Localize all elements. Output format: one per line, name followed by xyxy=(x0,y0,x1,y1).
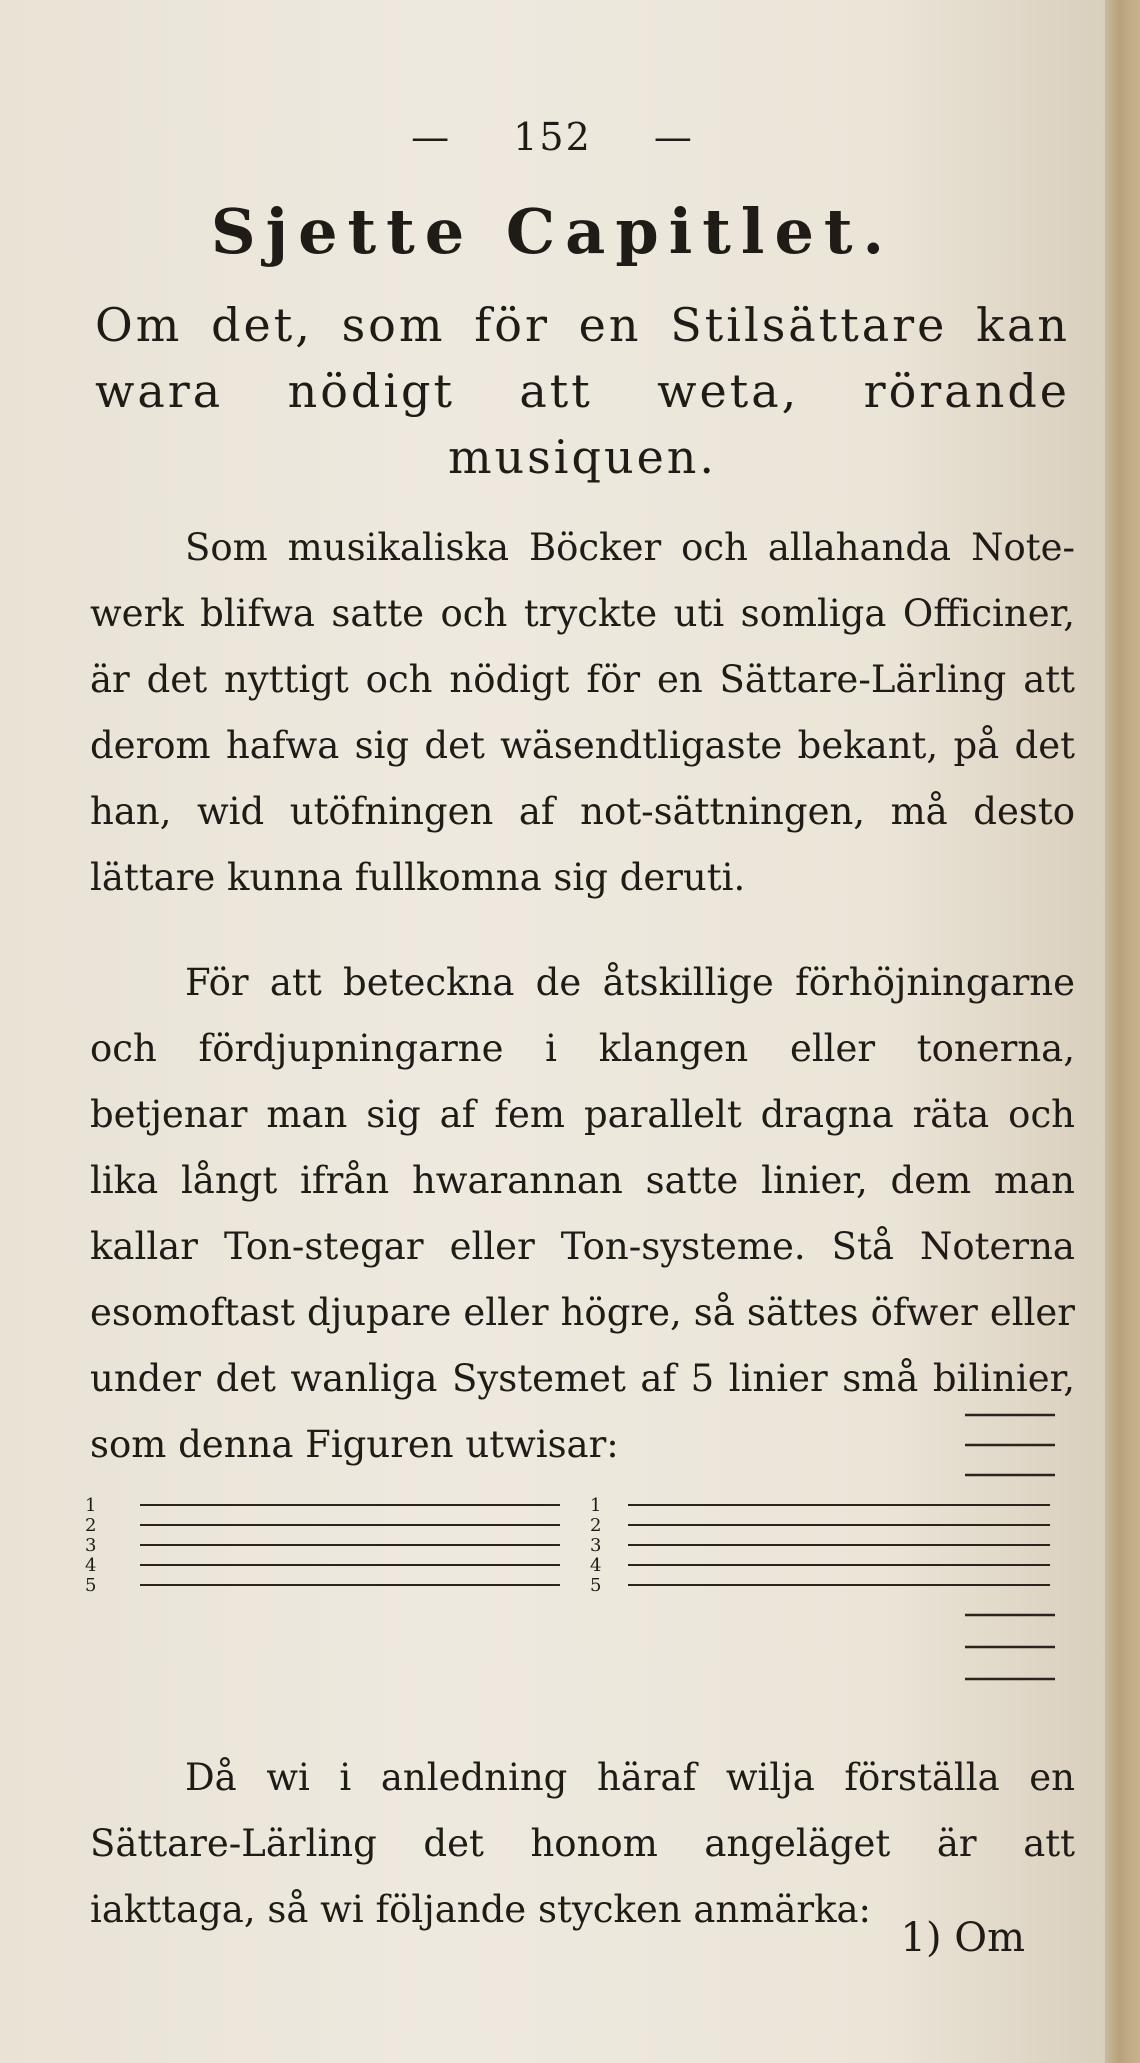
right-staff-number-3: 3 xyxy=(590,1535,602,1556)
left-staff-number-3: 3 xyxy=(85,1535,97,1556)
catchword: 1) Om xyxy=(900,1915,1025,1961)
header-dash-left: — xyxy=(411,115,452,159)
left-staff-number-4: 4 xyxy=(85,1555,97,1576)
header-dash-right: — xyxy=(653,115,694,159)
right-staff-number-1: 1 xyxy=(590,1495,602,1516)
page-number: 152 xyxy=(513,115,592,159)
page-edge xyxy=(1105,0,1140,2063)
paragraph-1: Som musikaliska Böcker och allahanda Note-werk blifwa satte och tryckte uti somliga Officiner, är det nyttigt och nödigt för en Sättare-Lärling att derom hafwa sig det wäsendtligaste bekant, på det han, wid utöfningen af not-sättningen, må desto lättare kunna fullkomna sig deruti. xyxy=(90,526,1075,899)
right-staff xyxy=(590,1495,1050,1596)
paragraph-3: Då wi i anledning häraf wilja förställa en Sättare-Lärling det honom angeläget är att iakttaga, så wi följande stycken anmärka: xyxy=(90,1756,1075,1931)
ledger-lines-below xyxy=(965,1615,1055,1679)
right-staff-number-5: 5 xyxy=(590,1575,602,1596)
staff-figure-svg xyxy=(80,1395,1080,1705)
left-staff-number-5: 5 xyxy=(85,1575,97,1596)
left-staff-number-2: 2 xyxy=(85,1515,97,1536)
left-staff-number-1: 1 xyxy=(85,1495,97,1516)
left-staff xyxy=(85,1495,560,1596)
page-header xyxy=(0,115,1105,159)
right-staff-number-4: 4 xyxy=(590,1555,602,1576)
right-staff-number-2: 2 xyxy=(590,1515,602,1536)
paragraph-2: För att beteckna de åtskillige förhöjningarne och fördjupningarne i klangen eller tonerna, betjenar man sig af fem parallelt dragna räta och lika långt ifrån hwarannan satte linier, dem man kallar Ton-stegar eller Ton-systeme. Stå Noterna esomoftast djupare eller högre, så sättes öfwer eller under det wanliga Systemet af 5 linier små bilinier, som denna Figuren utwisar: xyxy=(90,961,1075,1466)
staff-figure xyxy=(80,1395,1080,1705)
chapter-title: Sjette Capitlet. xyxy=(210,195,895,268)
ledger-lines-above xyxy=(965,1415,1055,1475)
chapter-subtitle: Om det, som för en Stilsättare kan wara nödigt att weta, rörande musiquen. xyxy=(95,298,1070,484)
